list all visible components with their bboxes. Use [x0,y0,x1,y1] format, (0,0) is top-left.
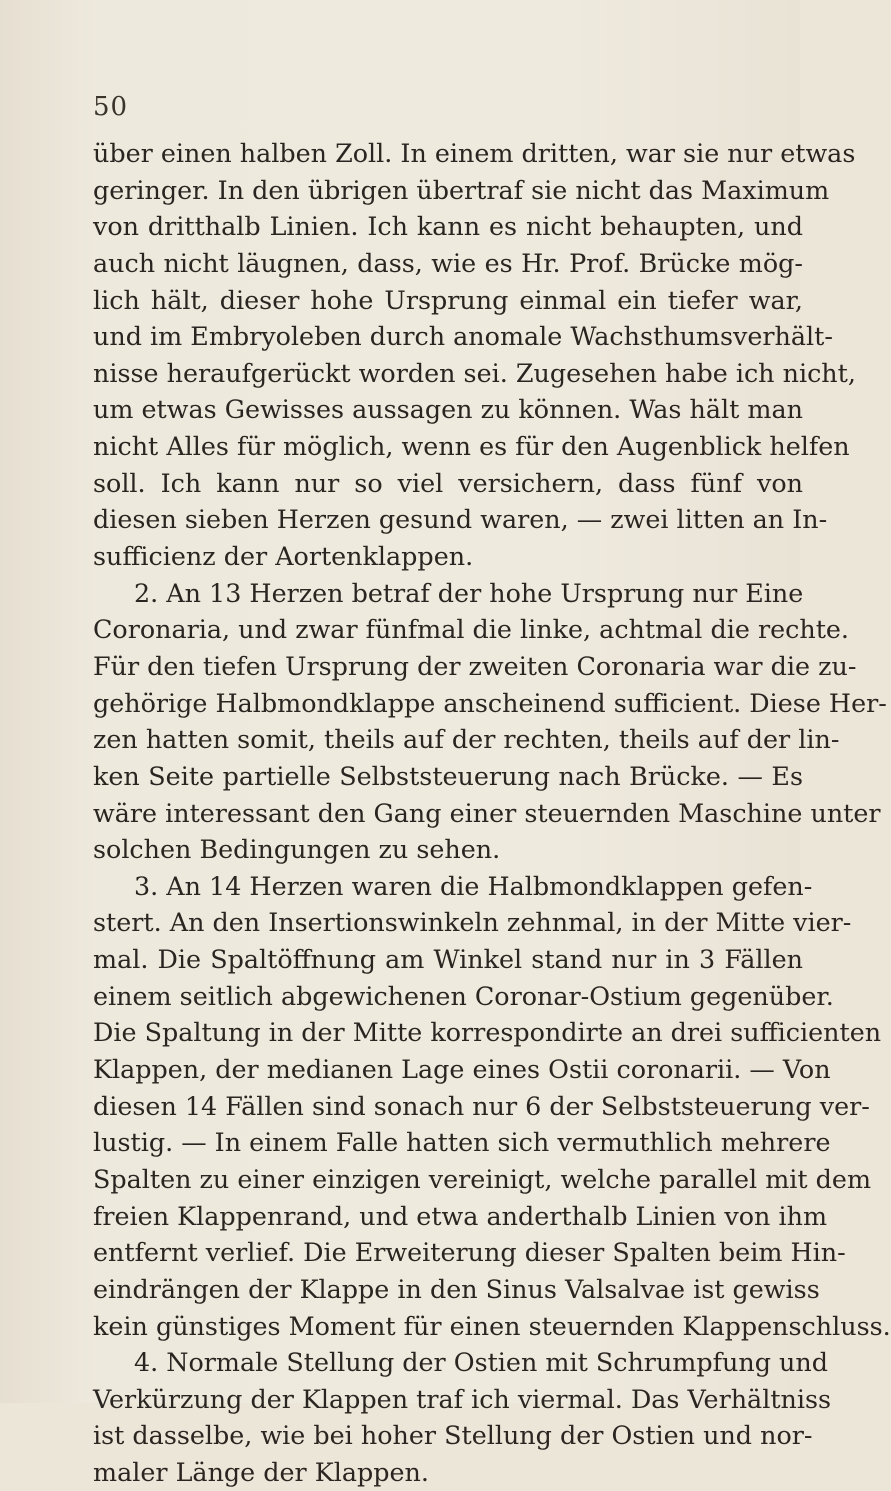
text-line: soll. Ich kann nur so viel versichern, dass fünf von [93,467,803,498]
text-line: gehörige Halbmondklappe anscheinend sufficient. Diese Her- [93,687,887,718]
text-line: Die Spaltung in der Mitte korrespondirte an drei sufficienten [93,1017,882,1048]
text-line: kein günstiges Moment für einen steuernden Klappenschluss. [93,1310,891,1341]
text-line: freien Klappenrand, und etwa anderthalb Linien von ihm [93,1200,828,1231]
text-line: Verkürzung der Klappen traf ich viermal. Das Verhältniss [93,1383,832,1414]
text-line: auch nicht läugnen, dass, wie es Hr. Prof. Brücke mög- [93,247,803,278]
text-line: diesen sieben Herzen gesund waren, — zwei litten an In- [93,504,828,535]
text-line: 3. An 14 Herzen waren die Halbmondklappen gefen- [134,870,813,901]
text-line: Spalten zu einer einzigen vereinigt, welche parallel mit dem [93,1163,872,1194]
text-line: von dritthalb Linien. Ich kann es nicht behaupten, und [93,211,803,242]
text-line: 2. An 13 Herzen betraf der hohe Ursprung nur Eine [134,577,804,608]
text-line: solchen Bedingungen zu sehen. [93,834,501,865]
text-line: nisse heraufgerückt worden sei. Zugesehen habe ich nicht, [93,357,856,388]
text-line: über einen halben Zoll. In einem dritten, war sie nur etwas [93,138,856,168]
text-line: entfernt verlief. Die Erweiterung dieser Spalten beim Hin- [93,1237,846,1268]
text-line: und im Embryoleben durch anomale Wachsthumsverhält- [93,321,833,352]
text-line: lustig. — In einem Falle hatten sich vermuthlich mehrere [93,1127,831,1158]
text-line: einem seitlich abgewichenen Coronar-Ostium gegenüber. [93,980,834,1011]
text-line: lich hält, dieser hohe Ursprung einmal ein tiefer war, [93,284,803,315]
text-line: ken Seite partielle Selbststeuerung nach Brücke. — Es [93,760,803,791]
page-number: 50 [93,92,129,122]
text-line: mal. Die Spaltöffnung am Winkel stand nur in 3 Fällen [93,944,803,975]
text-line: geringer. In den übrigen übertraf sie nicht das Maximum [93,174,830,205]
text-line: um etwas Gewisses aussagen zu können. Was hält man [93,394,803,425]
text-line: maler Länge der Klappen. [93,1457,429,1488]
text-line: 4. Normale Stellung der Ostien mit Schrumpfung und [134,1347,829,1378]
text-line: zen hatten somit, theils auf der rechten, theils auf der lin- [93,724,840,755]
text-line: Klappen, der medianen Lage eines Ostii coronarii. — Von [93,1054,831,1085]
text-line: Für den tiefen Ursprung der zweiten Coronaria war die zu- [93,650,857,681]
text-line: diesen 14 Fällen sind sonach nur 6 der Selbststeuerung ver- [93,1090,870,1121]
text-line: eindrängen der Klappe in den Sinus Valsalvae ist gewiss [93,1273,820,1304]
text-line: sufficienz der Aortenklappen. [93,541,474,572]
text-line: stert. An den Insertionswinkeln zehnmal, in der Mitte vier- [93,907,852,938]
text-line: ist dasselbe, wie bei hoher Stellung der Ostien und nor- [93,1420,813,1451]
text-line: Coronaria, und zwar fünfmal die linke, achtmal die rechte. [93,614,850,645]
body-text [93,135,891,1491]
text-line: wäre interessant den Gang einer steuernden Maschine unter [93,797,881,828]
text-line: nicht Alles für möglich, wenn es für den Augenblick helfen [93,431,850,462]
